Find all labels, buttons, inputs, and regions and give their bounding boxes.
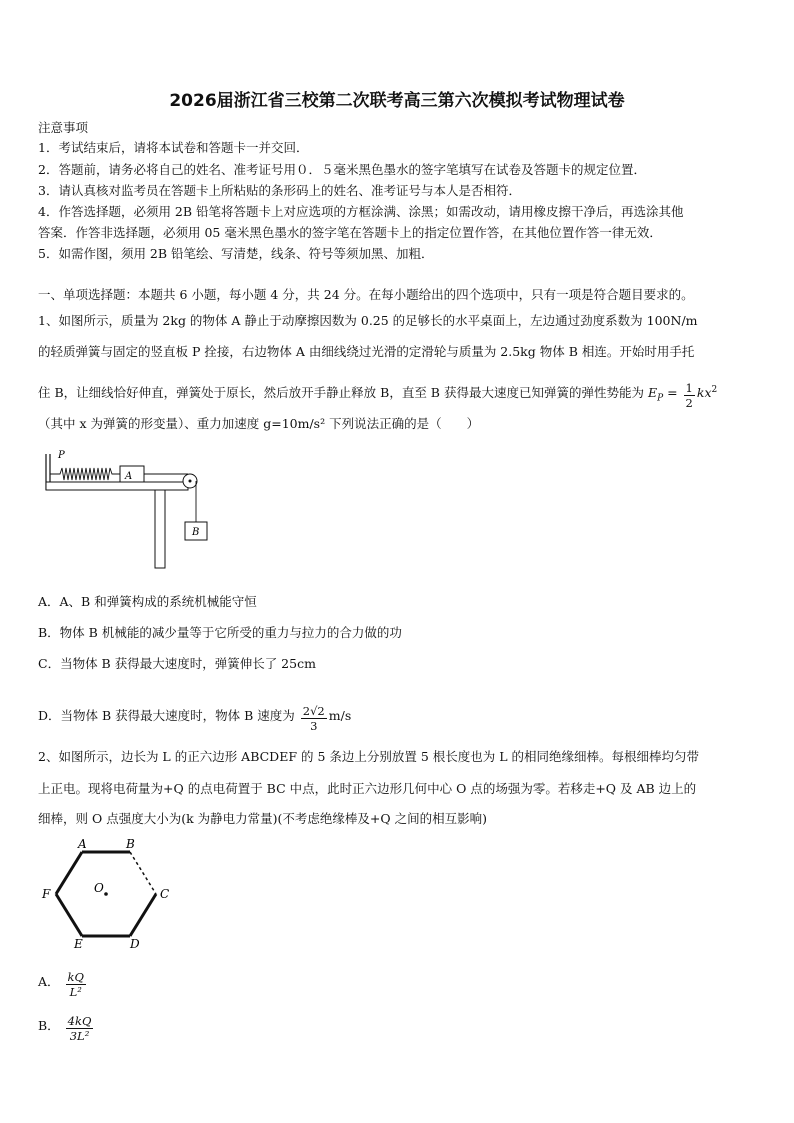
q2-option-a: A． $\frac{kQ}{\text{L²}}$ — [38, 970, 84, 999]
q1-option-a: A．A、B 和弹簧构成的系统机械能守恒 — [38, 594, 257, 609]
q2-text-line2: 上正电。现将电荷量为+Q 的点电荷置于 BC 中点，此时正六边形几何中心 O 点的场强为零。若移走+Q 及 AB 边上的 — [38, 781, 697, 796]
notice-item: 5．如需作图，须用 2B 铅笔绘、写清楚，线条、符号等须加黑、加粗． — [38, 246, 434, 261]
vertex-F-label: F — [42, 887, 51, 901]
q1-option-c: C．当物体 B 获得最大速度时，弹簧伸长了 25cm — [38, 656, 316, 671]
vertex-C-label: C — [160, 887, 170, 901]
vertex-D-label: D — [130, 937, 140, 951]
q1-text-line2: 的轻质弹簧与固定的竖直板 P 拴接，右边物体 A 由细线绕过光滑的定滑轮与质量为 2.5kg 物体 B 相连。开始时用手托 — [38, 344, 695, 359]
q2-text-line1: 2、如图所示，边长为 L 的正六边形 ABCDEF 的 5 条边上分别放置 5 根长度也为 L 的相同绝缘细棒。每根细棒均匀带 — [38, 749, 700, 764]
q1-text-line1: 1、如图所示，质量为 2kg 的物体 A 静止于动摩擦因数为 0.25 的足够长的水平桌面上，左边通过劲度系数为 100N/m — [38, 313, 698, 328]
notice-item: 答案．作答非选择题，必须用 05 毫米黑色墨水的签字笔在答题卡上的指定位置作答，在其他位置作答一律无效． — [38, 225, 662, 240]
elastic-energy-formula: $E_P$ = $\frac{1}{2}$ $kx^2$ — [647, 381, 718, 410]
vertex-E-label: E — [74, 937, 83, 951]
notice-item: 2．答题前，请务必将自己的姓名、准考证号用０．５毫米黑色墨水的签字笔填写在试卷及答题卡的规定位置． — [38, 162, 646, 177]
q2-text-line3: 细棒，则 O 点强度大小为(k 为静电力常量)(不考虑绝缘棒及+Q 之间的相互影响) — [38, 811, 487, 826]
q1-option-d: D．当物体 B 获得最大速度时，物体 B 速度为 $\frac{2√2}{3}$ m/s — [38, 704, 352, 733]
notice-item: 1．考试结束后，请将本试卷和答题卡一并交回． — [38, 140, 309, 155]
page-title: 2026届浙江省三校第二次联考高三第六次模拟考试物理试卷 — [169, 91, 625, 111]
notice-heading: 注意事项 — [38, 120, 89, 135]
vertex-B-label: B — [126, 837, 135, 851]
q1-text-line4: （其中 x 为弹簧的形变量）、重力加速度 g=10m/s² 下列说法正确的是（ ） — [38, 416, 480, 431]
center-O-label: O — [94, 881, 104, 895]
hexagon-figure — [38, 836, 178, 951]
q1-text-line3 — [38, 381, 717, 410]
spring-pulley-figure — [40, 448, 215, 573]
label-B: B — [192, 527, 200, 538]
section-heading: 一、单项选择题：本题共 6 小题，每小题 4 分，共 24 分。在每小题给出的四个选项中，只有一项是符合题目要求的。 — [38, 287, 694, 302]
label-P: P — [58, 450, 65, 461]
label-A: A — [125, 471, 133, 482]
q1-option-b: B．物体 B 机械能的减少量等于它所受的重力与拉力的合力做的功 — [38, 625, 402, 640]
q1-text: 住 B，让细线恰好伸直，弹簧处于原长，然后放开手静止释放 B，直至 B 获得最大速度已知弹簧的弹性势能为 — [38, 385, 644, 400]
vertex-A-label: A — [78, 837, 87, 851]
notice-item: 3．请认真核对监考员在答题卡上所粘贴的条形码上的姓名、准考证号与本人是否相符． — [38, 183, 521, 198]
q2-option-b: B． $\frac{4kQ}{\text{3L²}}$ — [38, 1014, 92, 1043]
notice-item: 4．作答选择题，必须用 2B 铅笔将答题卡上对应选项的方框涂满、涂黑；如需改动，请用橡皮擦干净后，再选涂其他 — [38, 204, 684, 219]
